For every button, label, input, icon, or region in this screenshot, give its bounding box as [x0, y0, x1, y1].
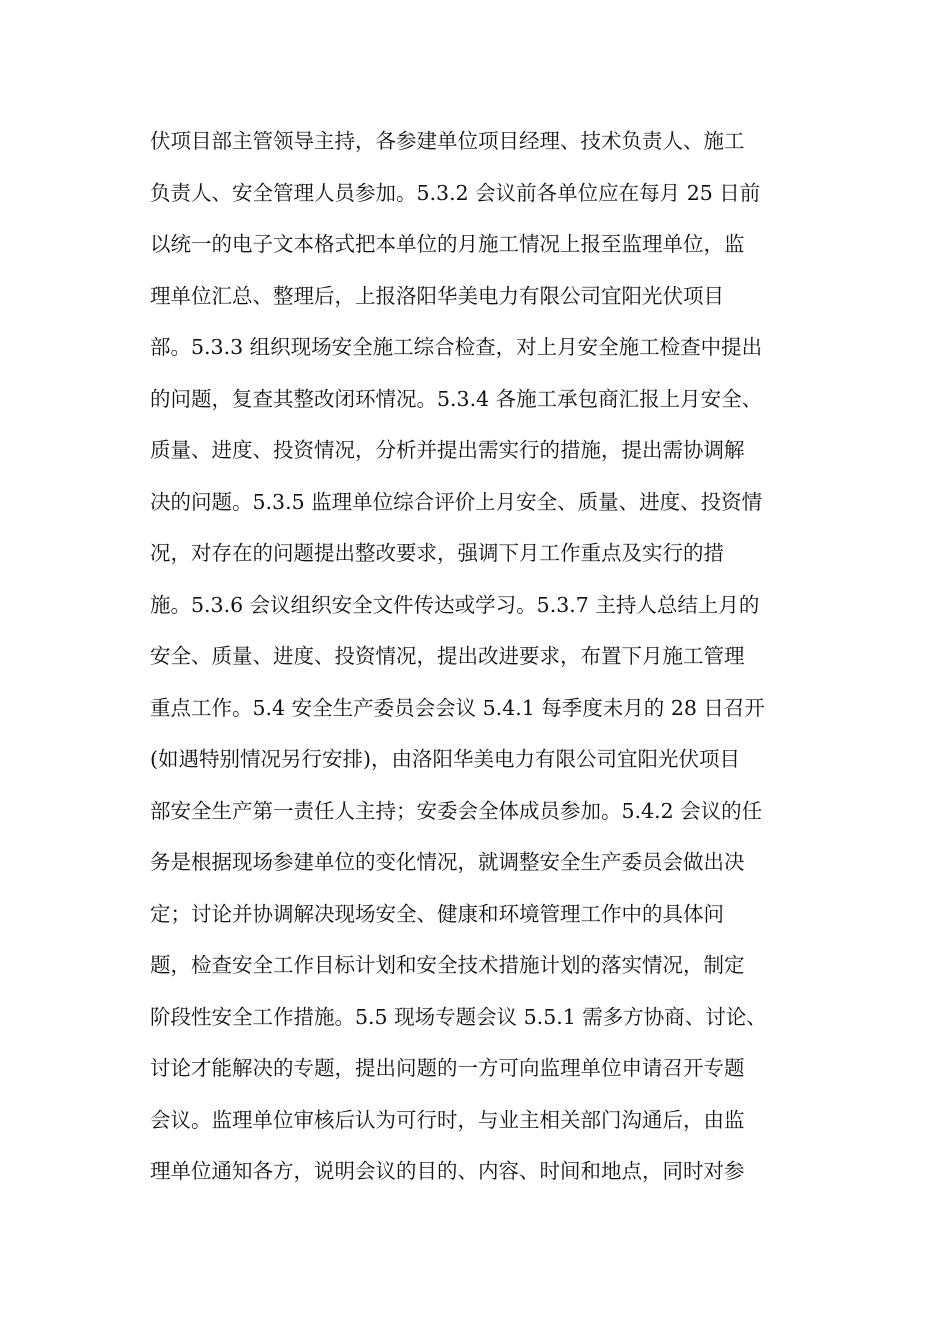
- text-line: 讨论才能解决的专题，提出问题的一方可向监理单位申请召开专题: [150, 1056, 745, 1080]
- text-line: 部。5.3.3 组织现场安全施工综合检查，对上月安全施工检查中提出: [150, 335, 763, 359]
- text-line: 理单位通知各方，说明会议的目的、内容、时间和地点，同时对参: [150, 1159, 745, 1183]
- text-line: 会议。监理单位审核后认为可行时，与业主相关部门沟通后，由监: [150, 1107, 745, 1132]
- text-line: 定；讨论并协调解决现场安全、健康和环境管理工作中的具体问: [150, 901, 724, 926]
- text-line: 质量、进度、投资情况，分析并提出需实行的措施，提出需协调解: [150, 438, 745, 462]
- text-line: 题，检查安全工作目标计划和安全技术措施计划的落实情况，制定: [150, 953, 745, 977]
- text-line: 决的问题。5.3.5 监理单位综合评价上月安全、质量、进度、投资情: [150, 489, 763, 514]
- text-line: 的问题，复查其整改闭环情况。5.3.4 各施工承包商汇报上月安全、: [150, 386, 763, 411]
- text-line: 理单位汇总、整理后，上报洛阳华美电力有限公司宜阳光伏项目: [150, 283, 724, 308]
- text-line: 务是根据现场参建单位的变化情况，就调整安全生产委员会做出决: [150, 850, 745, 874]
- text-line: 况，对存在的问题提出整改要求，强调下月工作重点及实行的措: [150, 541, 724, 565]
- text-line: 重点工作。5.4 安全生产委员会会议 5.4.1 每季度未月的 28 日召开: [150, 695, 765, 720]
- text-line: 伏项目部主管领导主持，各参建单位项目经理、技术负责人、施工: [150, 129, 745, 153]
- text-line: 阶段性安全工作措施。5.5 现场专题会议 5.5.1 需多方协商、讨论、: [150, 1004, 767, 1029]
- text-line: (如遇特别情况另行安排)，由洛阳华美电力有限公司宜阳光伏项目: [150, 747, 740, 771]
- text-line: 部安全生产第一责任人主持；安委会全体成员参加。5.4.2 会议的任: [150, 798, 763, 823]
- text-line: 负责人、安全管理人员参加。5.3.2 会议前各单位应在每月 25 日前: [150, 180, 761, 205]
- text-line: 以统一的电子文本格式把本单位的月施工情况上报至监理单位，监: [150, 232, 745, 256]
- text-line: 施。5.3.6 会议组织安全文件传达或学习。5.3.7 主持人总结上月的: [150, 592, 760, 617]
- body-text: [150, 116, 810, 1198]
- text-line: 安全、质量、进度、投资情况，提出改进要求，布置下月施工管理: [150, 644, 745, 668]
